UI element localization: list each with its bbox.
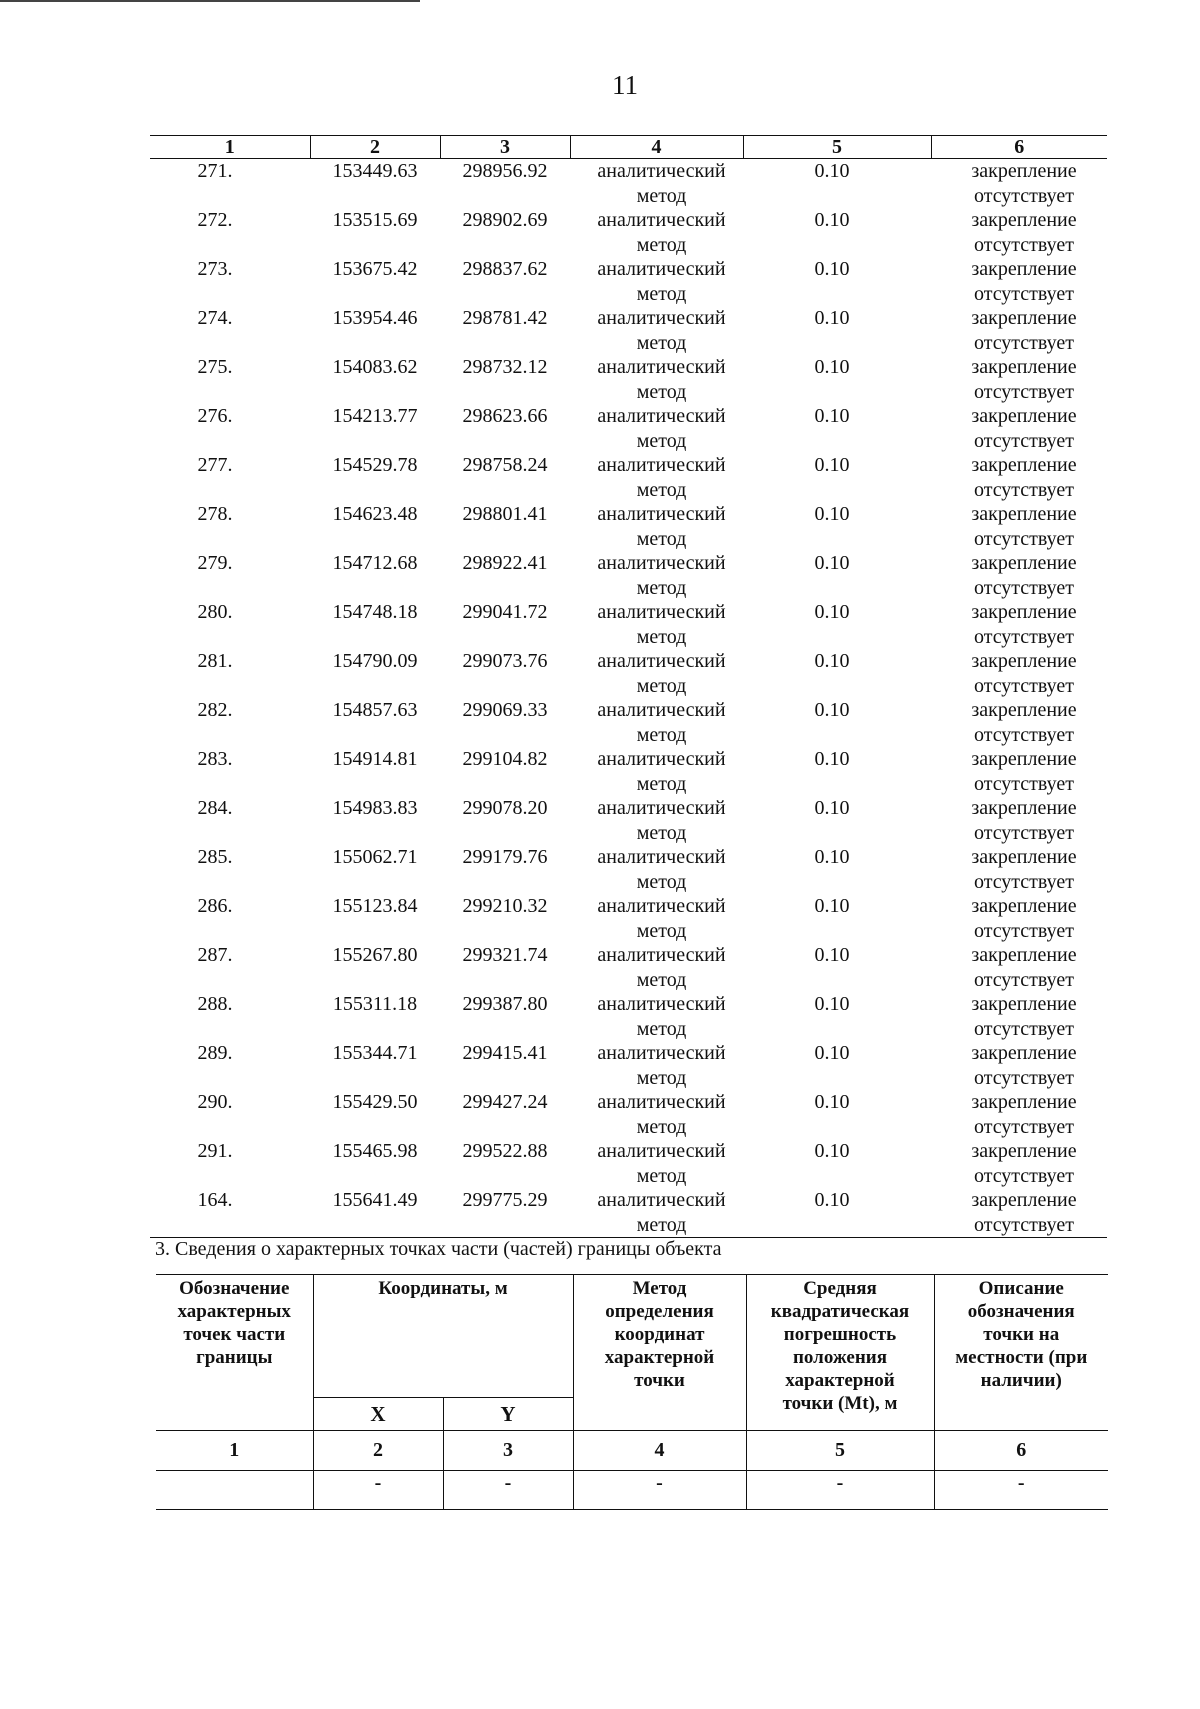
- note-cell: закрепление отсутствует: [971, 503, 1077, 550]
- method-cell: аналитический метод: [597, 993, 726, 1040]
- method-cell: аналитический метод: [597, 160, 726, 207]
- x-coordinate-cell: 155429.50: [332, 1091, 418, 1113]
- point-number-cell: 272.: [197, 209, 233, 231]
- x-coordinate-cell: 154983.83: [332, 797, 418, 819]
- x-coordinate-cell: 155311.18: [332, 993, 418, 1015]
- y-cell: -: [443, 1471, 573, 1510]
- table-row: [150, 894, 1107, 943]
- description-cell: -: [934, 1471, 1108, 1510]
- accuracy-cell: 0.10: [814, 503, 850, 525]
- x-coordinate-cell: 154083.62: [332, 356, 418, 378]
- note-cell: закрепление отсутствует: [971, 699, 1077, 746]
- point-number-cell: 164.: [150, 1188, 310, 1238]
- method-cell: аналитический метод: [597, 405, 726, 452]
- x-coordinate-cell: 154529.78: [332, 454, 418, 476]
- x-coordinate-cell: 154623.48: [332, 503, 418, 525]
- method-header: Метод определения координат характерной точки: [573, 1275, 746, 1431]
- table-row: [150, 355, 1107, 404]
- y-coordinate-cell: 299073.76: [462, 650, 548, 672]
- x-coordinate-cell: 154213.77: [332, 405, 418, 427]
- note-cell: закрепление отсутствует: [971, 993, 1077, 1040]
- y-coordinate-cell: 298956.92: [462, 160, 548, 182]
- method-cell: аналитический метод: [597, 258, 726, 305]
- table-row: [150, 257, 1107, 306]
- y-coordinate-cell: 299321.74: [462, 944, 548, 966]
- x-coordinate-cell: 154748.18: [332, 601, 418, 623]
- table-row: [150, 502, 1107, 551]
- table-row: [150, 943, 1107, 992]
- accuracy-cell: 0.10: [814, 307, 850, 329]
- x-coordinate-header: X: [313, 1398, 443, 1431]
- column-number: 3: [443, 1431, 573, 1471]
- column-number: 2: [313, 1431, 443, 1471]
- table-row: [150, 208, 1107, 257]
- y-coordinate-cell: 298781.42: [462, 307, 548, 329]
- table-row: [150, 1188, 1107, 1238]
- method-cell: аналитический метод: [570, 1188, 743, 1238]
- method-cell: аналитический метод: [597, 895, 726, 942]
- point-number-cell: 287.: [197, 944, 233, 966]
- table-row: [150, 159, 1107, 209]
- note-cell: закрепление отсутствует: [971, 209, 1077, 256]
- accuracy-cell: 0.10: [814, 895, 850, 917]
- x-cell: -: [313, 1471, 443, 1510]
- method-cell: аналитический метод: [597, 650, 726, 697]
- y-coordinate-cell: 299210.32: [462, 895, 548, 917]
- point-number-cell: 277.: [197, 454, 233, 476]
- column-header: 4: [570, 136, 743, 159]
- point-number-cell: 273.: [197, 258, 233, 280]
- column-header: 1: [150, 136, 310, 159]
- y-coordinate-cell: 298902.69: [462, 209, 548, 231]
- x-coordinate-cell: 153449.63: [332, 160, 418, 182]
- note-cell: закрепление отсутствует: [971, 601, 1077, 648]
- note-cell: закрепление отсутствует: [971, 650, 1077, 697]
- method-cell: аналитический метод: [597, 601, 726, 648]
- column-number: 6: [934, 1431, 1108, 1471]
- part-boundary-points-table: [156, 1274, 1108, 1510]
- method-cell: -: [573, 1471, 746, 1510]
- note-cell: закрепление отсутствует: [971, 552, 1077, 599]
- accuracy-cell: 0.10: [814, 356, 850, 378]
- accuracy-cell: 0.10: [814, 1042, 850, 1064]
- column-number-header-row: [150, 136, 1107, 159]
- column-header: 2: [310, 136, 440, 159]
- note-cell: закрепление отсутствует: [971, 797, 1077, 844]
- note-cell: закрепление отсутствует: [971, 1091, 1077, 1138]
- table-row: [150, 404, 1107, 453]
- accuracy-cell: 0.10: [814, 797, 850, 819]
- column-number-row: [156, 1431, 1108, 1471]
- accuracy-cell: 0.10: [814, 846, 850, 868]
- point-number-cell: 271.: [197, 160, 233, 182]
- method-cell: аналитический метод: [597, 1042, 726, 1089]
- point-number-cell: 286.: [197, 895, 233, 917]
- boundary-points-body: [150, 159, 1107, 1238]
- description-header: Описание обозначения точки на местности (при наличии): [934, 1275, 1108, 1431]
- y-coordinate-cell: 299387.80: [462, 993, 548, 1015]
- point-number-cell: 282.: [197, 699, 233, 721]
- y-coordinate-cell: 298837.62: [462, 258, 548, 280]
- method-cell: аналитический метод: [597, 846, 726, 893]
- note-cell: закрепление отсутствует: [971, 405, 1077, 452]
- page-number: 11: [612, 70, 638, 100]
- y-coordinate-cell: 299415.41: [462, 1042, 548, 1064]
- coordinates-header: Координаты, м: [313, 1275, 573, 1398]
- accuracy-cell: 0.10: [814, 209, 850, 231]
- accuracy-cell: 0.10: [814, 552, 850, 574]
- note-cell: закрепление отсутствует: [971, 895, 1077, 942]
- y-coordinate-cell: 298922.41: [462, 552, 548, 574]
- point-number-cell: 279.: [197, 552, 233, 574]
- note-cell: закрепление отсутствует: [971, 1042, 1077, 1089]
- accuracy-header: Средняя квадратическая погрешность положения характерной точки (Mt), м: [746, 1275, 934, 1431]
- note-cell: закрепление отсутствует: [931, 1188, 1107, 1238]
- point-number-cell: 278.: [197, 503, 233, 525]
- accuracy-cell: 0.10: [814, 160, 850, 182]
- x-coordinate-cell: 153515.69: [332, 209, 418, 231]
- x-coordinate-cell: 154790.09: [332, 650, 418, 672]
- point-number-cell: 284.: [197, 797, 233, 819]
- method-cell: аналитический метод: [597, 454, 726, 501]
- method-cell: аналитический метод: [597, 209, 726, 256]
- table-row: [150, 796, 1107, 845]
- y-coordinate-cell: 299041.72: [462, 601, 548, 623]
- scan-edge-line: [0, 0, 420, 2]
- method-cell: аналитический метод: [597, 797, 726, 844]
- accuracy-cell: 0.10: [814, 993, 850, 1015]
- accuracy-cell: 0.10: [814, 1091, 850, 1113]
- designation-cell: [156, 1471, 313, 1510]
- accuracy-cell: 0.10: [814, 601, 850, 623]
- accuracy-cell: 0.10: [814, 454, 850, 476]
- y-coordinate-cell: 298732.12: [462, 356, 548, 378]
- accuracy-cell: 0.10: [814, 1140, 850, 1162]
- method-cell: аналитический метод: [597, 356, 726, 403]
- column-header: 5: [743, 136, 931, 159]
- x-coordinate-cell: 155344.71: [332, 1042, 418, 1064]
- x-coordinate-cell: 153675.42: [332, 258, 418, 280]
- note-cell: закрепление отсутствует: [971, 454, 1077, 501]
- method-cell: аналитический метод: [597, 1140, 726, 1187]
- table-row: [150, 698, 1107, 747]
- point-number-cell: 281.: [197, 650, 233, 672]
- y-coordinate-cell: 298623.66: [462, 405, 548, 427]
- x-coordinate-cell: 155641.49: [310, 1188, 440, 1238]
- designation-header: Обозначение характерных точек части границы: [156, 1275, 313, 1431]
- method-cell: аналитический метод: [597, 699, 726, 746]
- note-cell: закрепление отсутствует: [971, 160, 1077, 207]
- table-row: [150, 649, 1107, 698]
- accuracy-cell: 0.10: [814, 258, 850, 280]
- y-coordinate-header: Y: [443, 1398, 573, 1431]
- x-coordinate-cell: 154712.68: [332, 552, 418, 574]
- boundary-points-table: [150, 135, 1107, 1238]
- accuracy-cell: -: [746, 1471, 934, 1510]
- x-coordinate-cell: 154857.63: [332, 699, 418, 721]
- y-coordinate-cell: 299775.29: [440, 1188, 570, 1238]
- section-3-title: 3. Сведения о характерных точках части (частей) границы объекта: [155, 1238, 722, 1260]
- table-row: [150, 1041, 1107, 1090]
- method-cell: аналитический метод: [597, 552, 726, 599]
- column-header: 6: [931, 136, 1107, 159]
- accuracy-cell: 0.10: [814, 650, 850, 672]
- x-coordinate-cell: 153954.46: [332, 307, 418, 329]
- accuracy-cell: 0.10: [814, 699, 850, 721]
- note-cell: закрепление отсутствует: [971, 1140, 1077, 1187]
- table-row: [150, 845, 1107, 894]
- x-coordinate-cell: 154914.81: [332, 748, 418, 770]
- y-coordinate-cell: 299069.33: [462, 699, 548, 721]
- table-row: [150, 1139, 1107, 1188]
- column-header: 3: [440, 136, 570, 159]
- column-number: 5: [746, 1431, 934, 1471]
- table-row: [150, 600, 1107, 649]
- x-coordinate-cell: 155465.98: [332, 1140, 418, 1162]
- note-cell: закрепление отсутствует: [971, 748, 1077, 795]
- table-row: [150, 453, 1107, 502]
- point-number-cell: 291.: [197, 1140, 233, 1162]
- point-number-cell: 276.: [197, 405, 233, 427]
- method-cell: аналитический метод: [597, 748, 726, 795]
- note-cell: закрепление отсутствует: [971, 846, 1077, 893]
- table-row: [150, 551, 1107, 600]
- table-row: [150, 747, 1107, 796]
- point-number-cell: 289.: [197, 1042, 233, 1064]
- method-cell: аналитический метод: [597, 944, 726, 991]
- table-row: [150, 306, 1107, 355]
- method-cell: аналитический метод: [597, 1091, 726, 1138]
- y-coordinate-cell: 299427.24: [462, 1091, 548, 1113]
- y-coordinate-cell: 298801.41: [462, 503, 548, 525]
- empty-data-row: [156, 1471, 1108, 1510]
- x-coordinate-cell: 155267.80: [332, 944, 418, 966]
- y-coordinate-cell: 299104.82: [462, 748, 548, 770]
- point-number-cell: 280.: [197, 601, 233, 623]
- accuracy-cell: 0.10: [743, 1188, 931, 1238]
- y-coordinate-cell: 298758.24: [462, 454, 548, 476]
- y-coordinate-cell: 299522.88: [462, 1140, 548, 1162]
- note-cell: закрепление отсутствует: [971, 944, 1077, 991]
- point-number-cell: 285.: [197, 846, 233, 868]
- point-number-cell: 275.: [197, 356, 233, 378]
- method-cell: аналитический метод: [597, 503, 726, 550]
- accuracy-cell: 0.10: [814, 748, 850, 770]
- point-number-cell: 288.: [197, 993, 233, 1015]
- method-cell: аналитический метод: [597, 307, 726, 354]
- accuracy-cell: 0.10: [814, 405, 850, 427]
- note-cell: закрепление отсутствует: [971, 258, 1077, 305]
- table-row: [150, 992, 1107, 1041]
- point-number-cell: 290.: [197, 1091, 233, 1113]
- x-coordinate-cell: 155123.84: [332, 895, 418, 917]
- y-coordinate-cell: 299179.76: [462, 846, 548, 868]
- y-coordinate-cell: 299078.20: [462, 797, 548, 819]
- column-number: 4: [573, 1431, 746, 1471]
- x-coordinate-cell: 155062.71: [332, 846, 418, 868]
- point-number-cell: 274.: [197, 307, 233, 329]
- note-cell: закрепление отсутствует: [971, 307, 1077, 354]
- table-row: [150, 1090, 1107, 1139]
- note-cell: закрепление отсутствует: [971, 356, 1077, 403]
- column-number: 1: [156, 1431, 313, 1471]
- accuracy-cell: 0.10: [814, 944, 850, 966]
- point-number-cell: 283.: [197, 748, 233, 770]
